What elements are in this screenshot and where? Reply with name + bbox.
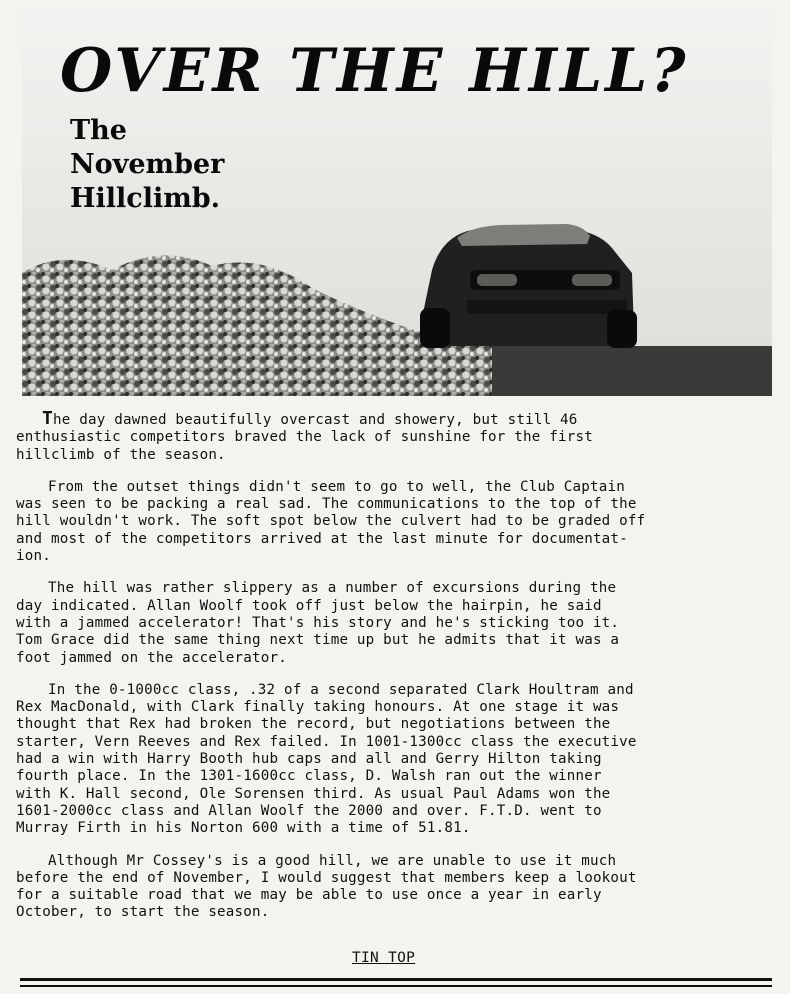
subtitle-line: November	[70, 149, 225, 180]
drop-cap: T	[42, 408, 54, 429]
paragraph: In the 0-1000cc class, .32 of a second separated Clark Houltram and Rex MacDonald, with Clark finally taking honours. At one stage it was thought that Rex had broken the record, but negotiations between the starter, Vern Reeves and Rex failed. In 1001-1300cc class the executive had a win with Harry Booth hub caps and all and Gerry Hilton taking fourth place. In the 1301-1600cc class, D. Walsh ran out the winner with K. Hall second, Ole Sorensen third. As usual Paul Adams won the 1601-2000cc class and Allan Woolf the 2000 and over. F.T.D. went to Murray Firth in his Norton 600 with a time of 51.81.	[16, 681, 637, 837]
race-car	[420, 224, 637, 348]
subtitle	[70, 114, 224, 216]
author-signature: TIN TOP	[352, 950, 416, 966]
paragraph: From the outset things didn't seem to go to well, the Club Captain was seen to be packing a real sad. The communications to the top of the hill wouldn't work. The soft spot below the culvert had to be graded off and most of the competitors arrived at the last minute for documentat- ion.	[16, 478, 646, 565]
paragraph	[16, 410, 768, 464]
hillclimb-photo	[22, 8, 772, 396]
paragraph-text: he day dawned beautifully overcast and showery, but still 46 enthusiastic competitors braved the lack of sunshine for the first hillclimb of the season.	[16, 412, 593, 463]
paragraph: Although Mr Cossey's is a good hill, we are unable to use it much before the end of November, I would suggest that members keep a lookout for a suitable road that we may be able to use once a year in early October, to start the season.	[16, 852, 637, 921]
article-body	[16, 410, 768, 937]
page-title: OVER THE HILL?	[60, 36, 689, 106]
divider	[20, 985, 772, 987]
subtitle-line: The	[70, 115, 127, 146]
paragraph: The hill was rather slippery as a number of excursions during the day indicated. Allan Woolf took off just below the hairpin, he said with a jammed accelerator! That's his story and he's sticking too it. Tom Grace did the same thing next time up but he admits that it was a foot jammed on the accelerator.	[16, 580, 620, 666]
divider	[20, 978, 772, 981]
subtitle-line: Hillclimb.	[70, 183, 221, 214]
